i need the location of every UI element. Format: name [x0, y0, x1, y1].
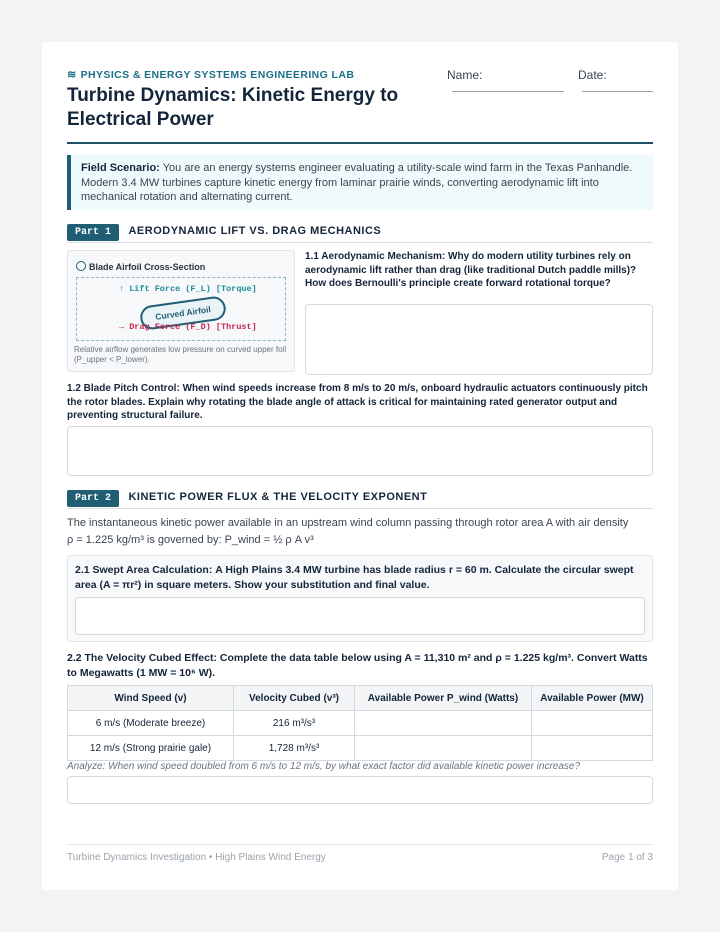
cell-power-mw-input[interactable]: [532, 736, 653, 761]
name-field[interactable]: [452, 91, 564, 92]
q1-2-text: When wind speeds increase from 8 m/s to 20 m/s, onboard hydraulic actuators continuously pitch the rotor blades. Explain why rotating the blade angle of attack is critical for maintaining rated generator output and preventing structural failure.: [67, 383, 648, 421]
lab-name: [67, 68, 354, 81]
q1-2-label: 1.2 Blade Pitch Control:: [67, 383, 180, 394]
answer-box-analyze[interactable]: [67, 776, 653, 804]
q1-1-label: 1.1 Aerodynamic Mechanism:: [305, 251, 446, 262]
part2-header: [67, 487, 427, 507]
cell-power-watts-input[interactable]: [355, 711, 532, 736]
answer-box-1-2[interactable]: [67, 426, 653, 476]
part2-badge: Part 2: [67, 490, 119, 507]
part1-header: [67, 221, 381, 241]
lab-label: PHYSICS & ENERGY SYSTEMS ENGINEERING LAB: [80, 69, 355, 81]
question-1-2: [67, 382, 653, 423]
cell-wind-speed: 6 m/s (Moderate breeze): [68, 711, 234, 736]
target-icon: [76, 261, 86, 271]
part1-divider: [67, 242, 653, 243]
scenario-label: Field Scenario:: [81, 162, 160, 174]
q2-1-text: A High Plains 3.4 MW turbine has blade radius r = 60 m. Calculate the circular swept area (A = πr²) in square meters. Show your substitution and final value.: [75, 564, 634, 591]
analyze-prompt: Analyze: When wind speed doubled from 6 m/s to 12 m/s, by what exact factor did available kinetic power increase?: [67, 761, 581, 772]
power-intro: [67, 515, 653, 549]
part2-divider: [67, 508, 653, 509]
airfoil-diagram: [76, 277, 286, 341]
q1-1-text: Why do modern utility turbines rely on aerodynamic lift rather than drag (like traditional Dutch paddle mills)? How does Bernoulli's principle create forward rotational torque?: [305, 251, 637, 289]
lift-force-label: ↑ Lift Force (F_L) [Torque]: [119, 284, 257, 294]
table-row: [68, 736, 653, 761]
table-header-row: [68, 686, 653, 711]
cell-velocity-cubed: 1,728 m³/s³: [234, 736, 355, 761]
question-2-2: [67, 651, 653, 681]
wind-icon: ≋: [67, 69, 77, 81]
title-divider: [67, 142, 653, 144]
q2-2-label: 2.2 The Velocity Cubed Effect:: [67, 652, 217, 664]
airfoil-figure: [67, 250, 295, 372]
question-2-1: [75, 563, 645, 593]
cell-velocity-cubed: 216 m³/s³: [234, 711, 355, 736]
part1-title: AERODYNAMIC LIFT VS. DRAG MECHANICS: [128, 225, 382, 237]
airfoil-shape: Curved Airfoil: [139, 295, 228, 331]
scenario-text: You are an energy systems engineer evaluating a utility-scale wind farm in the Texas Panhandle. Modern 3.4 MW turbines capture kinetic energy from laminar prairie winds, converting aerodynamic lift into mechanical rotation and alternating current.: [81, 162, 633, 203]
figure-title-text: Blade Airfoil Cross-Section: [89, 262, 206, 272]
footer-divider: [67, 844, 653, 845]
intro-line-2: ρ = 1.225 kg/m³ is governed by: P_wind = ½ ρ A v³: [67, 534, 314, 546]
field-scenario: [67, 155, 653, 210]
q2-1-label: 2.1 Swept Area Calculation:: [75, 564, 213, 576]
answer-box-2-1[interactable]: [75, 597, 645, 635]
drag-force-label: → Drag Force (F_D) [Thrust]: [119, 322, 257, 332]
page-title: Turbine Dynamics: Kinetic Energy to Electrical Power: [67, 85, 399, 130]
footer-page-number: Page 1 of 3: [601, 852, 653, 863]
figure-caption: Relative airflow generates low pressure on curved upper foil (P_upper < P_lower).: [74, 345, 287, 364]
name-label: Name:: [447, 68, 483, 82]
cell-wind-speed: 12 m/s (Strong prairie gale): [68, 736, 234, 761]
col-power-watts: Available Power P_wind (Watts): [355, 686, 532, 711]
table-row: [68, 711, 653, 736]
intro-line-1: The instantaneous kinetic power available in an upstream wind column passing through rotor area A with air density: [67, 517, 629, 529]
worksheet-page: [42, 42, 678, 890]
cell-power-watts-input[interactable]: [355, 736, 532, 761]
figure-title: [76, 261, 205, 272]
cell-power-mw-input[interactable]: [532, 711, 653, 736]
question-1-1: [305, 250, 653, 291]
power-data-table: [67, 685, 653, 761]
col-velocity-cubed: Velocity Cubed (v³): [234, 686, 355, 711]
part2-title: KINETIC POWER FLUX & THE VELOCITY EXPONENT: [128, 491, 428, 503]
part1-badge: Part 1: [67, 224, 119, 241]
swept-area-panel: [67, 555, 653, 642]
col-power-mw: Available Power (MW): [532, 686, 653, 711]
answer-box-1-1[interactable]: [305, 304, 653, 375]
col-wind-speed: Wind Speed (v): [68, 686, 234, 711]
date-field[interactable]: [582, 91, 653, 92]
q2-2-text: Complete the data table below using A = 11,310 m² and ρ = 1.225 kg/m³. Convert Watts to Megawatts (1 MW = 10⁶ W).: [67, 652, 648, 679]
date-label: Date:: [578, 68, 607, 82]
footer-left: Turbine Dynamics Investigation • High Plains Wind Energy: [67, 852, 326, 863]
